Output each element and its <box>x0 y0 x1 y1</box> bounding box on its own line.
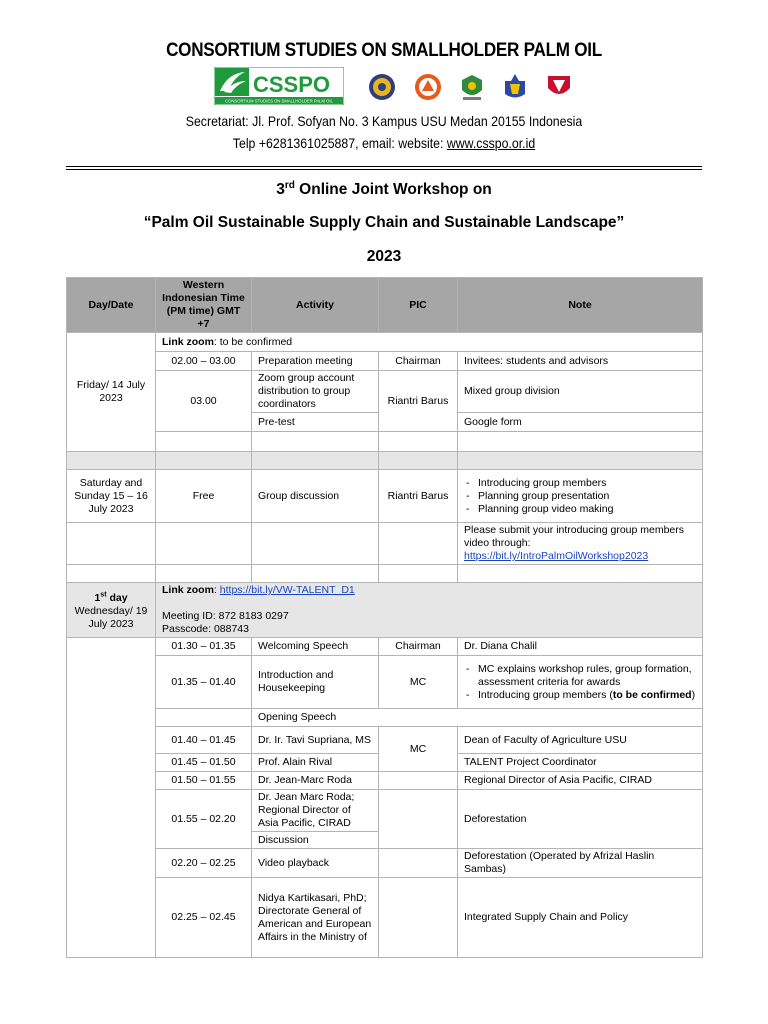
header-day: Day/Date <box>67 278 156 333</box>
svg-text:CONSORTIUM STUDIES ON SMALLHOL: CONSORTIUM STUDIES ON SMALLHOLDER PALM OIL <box>225 98 333 104</box>
spacer-row <box>67 452 703 470</box>
contact-text: Telp +6281361025887, email: website: <box>232 135 447 151</box>
day1-zoom-link[interactable]: https://bit.ly/VW-TALENT_D1 <box>219 584 355 596</box>
table-row <box>67 432 703 452</box>
table-row: Opening Speech <box>67 709 703 727</box>
workshop-title-line2: “Palm Oil Sustainable Supply Chain and Sustainable Landscape” <box>143 214 625 231</box>
header-time: Western Indonesian Time (PM time) GMT +7 <box>156 278 252 333</box>
csspo-logo <box>214 67 344 105</box>
university-seal-1 <box>368 72 396 102</box>
table-row: 01.35 – 01.40 Introduction and Housekeeping MC - MC explains workshop rules, group formation, assessment criteria for awards - Introducing group members (to be confirmed) <box>67 656 703 709</box>
header-divider <box>66 166 702 167</box>
table-row: 01.45 – 01.50 Prof. Alain Rival TALENT Project Coordinator <box>67 754 703 772</box>
table-header-row <box>67 278 703 333</box>
table-row: Saturday and Sunday 15 – 16 July 2023 Free Group discussion Riantri Barus - Introducing group members - Planning group presentation - Planning group video making <box>67 470 703 523</box>
workshop-year: 2023 <box>366 248 402 265</box>
schedule-table <box>66 277 703 958</box>
spacer-row <box>67 565 703 583</box>
table-row <box>67 333 703 352</box>
intro-video-link[interactable]: https://bit.ly/IntroPalmOilWorkshop2023 <box>464 550 649 562</box>
university-seal-5 <box>545 72 573 102</box>
friday-date: Friday/ 14 July 2023 <box>67 333 156 452</box>
table-row: 01.50 – 01.55 Dr. Jean-Marc Roda Regional Director of Asia Pacific, CIRAD <box>67 772 703 790</box>
website-link[interactable]: www.csspo.or.id <box>446 135 536 151</box>
university-seal-2 <box>414 72 442 102</box>
table-row: Pre-test Google form <box>67 413 703 432</box>
org-title: CONSORTIUM STUDIES ON SMALLHOLDER PALM OIL <box>166 40 602 61</box>
header-pic: PIC <box>379 278 458 333</box>
housekeeping-notes: - MC explains workshop rules, group formation, assessment criteria for awards - Introducing group members (to be confirmed) <box>464 663 696 702</box>
svg-text:CSSPO: CSSPO <box>253 72 331 97</box>
friday-zoom-link: Link zoom: to be confirmed <box>156 333 703 352</box>
header-note: Note <box>458 278 703 333</box>
table-row: 01.40 – 01.45 Dr. Ir. Tavi Supriana, MS MC Dean of Faculty of Agriculture USU <box>67 727 703 754</box>
day1-zoom-info: Link zoom: https://bit.ly/VW-TALENT_D1 Meeting ID: 872 8183 0297 Passcode: 088743 <box>156 583 703 638</box>
header-activity: Activity <box>252 278 379 333</box>
table-row: 01.30 – 01.35 Welcoming Speech Chairman Dr. Diana Chalil <box>67 638 703 656</box>
table-row: Discussion <box>67 832 703 849</box>
weekend-date: Saturday and Sunday 15 – 16 July 2023 <box>67 470 156 523</box>
table-row: Please submit your introducing group members video through: https://bit.ly/IntroPalmOilWorkshop2023 <box>67 523 703 565</box>
university-seal-3 <box>458 72 486 102</box>
weekend-notes: - Introducing group members - Planning group presentation - Planning group video making <box>464 477 696 516</box>
table-row: 02.00 – 03.00 Preparation meeting Chairman Invitees: students and advisors <box>67 352 703 371</box>
table-row: 02.20 – 02.25 Video playback Deforestation (Operated by Afrizal Haslin Sambas) <box>67 849 703 878</box>
table-row: 01.55 – 02.20 Dr. Jean Marc Roda; Regional Director of Asia Pacific, CIRAD Deforestation <box>67 790 703 832</box>
secretariat-address: Secretariat: Jl. Prof. Sofyan No. 3 Kampus USU Medan 20155 Indonesia <box>185 113 583 129</box>
table-row: 03.00 Zoom group account distribution to group coordinators Riantri Barus Mixed group division <box>67 371 703 413</box>
table-row: 02.25 – 02.45 Nidya Kartikasari, PhD; Directorate General of American and European Affairs in the Ministry of Integrated Supply Chain and Policy <box>67 878 703 958</box>
workshop-title-line1: 3rd Online Joint Workshop on <box>276 180 492 199</box>
contact-line <box>46 135 722 151</box>
university-seal-4 <box>501 72 529 102</box>
header-divider-secondary <box>66 169 702 170</box>
logo-bar <box>0 67 768 107</box>
day1-date: 1st day Wednesday/ 19 July 2023 <box>67 583 156 638</box>
table-row <box>67 583 703 638</box>
